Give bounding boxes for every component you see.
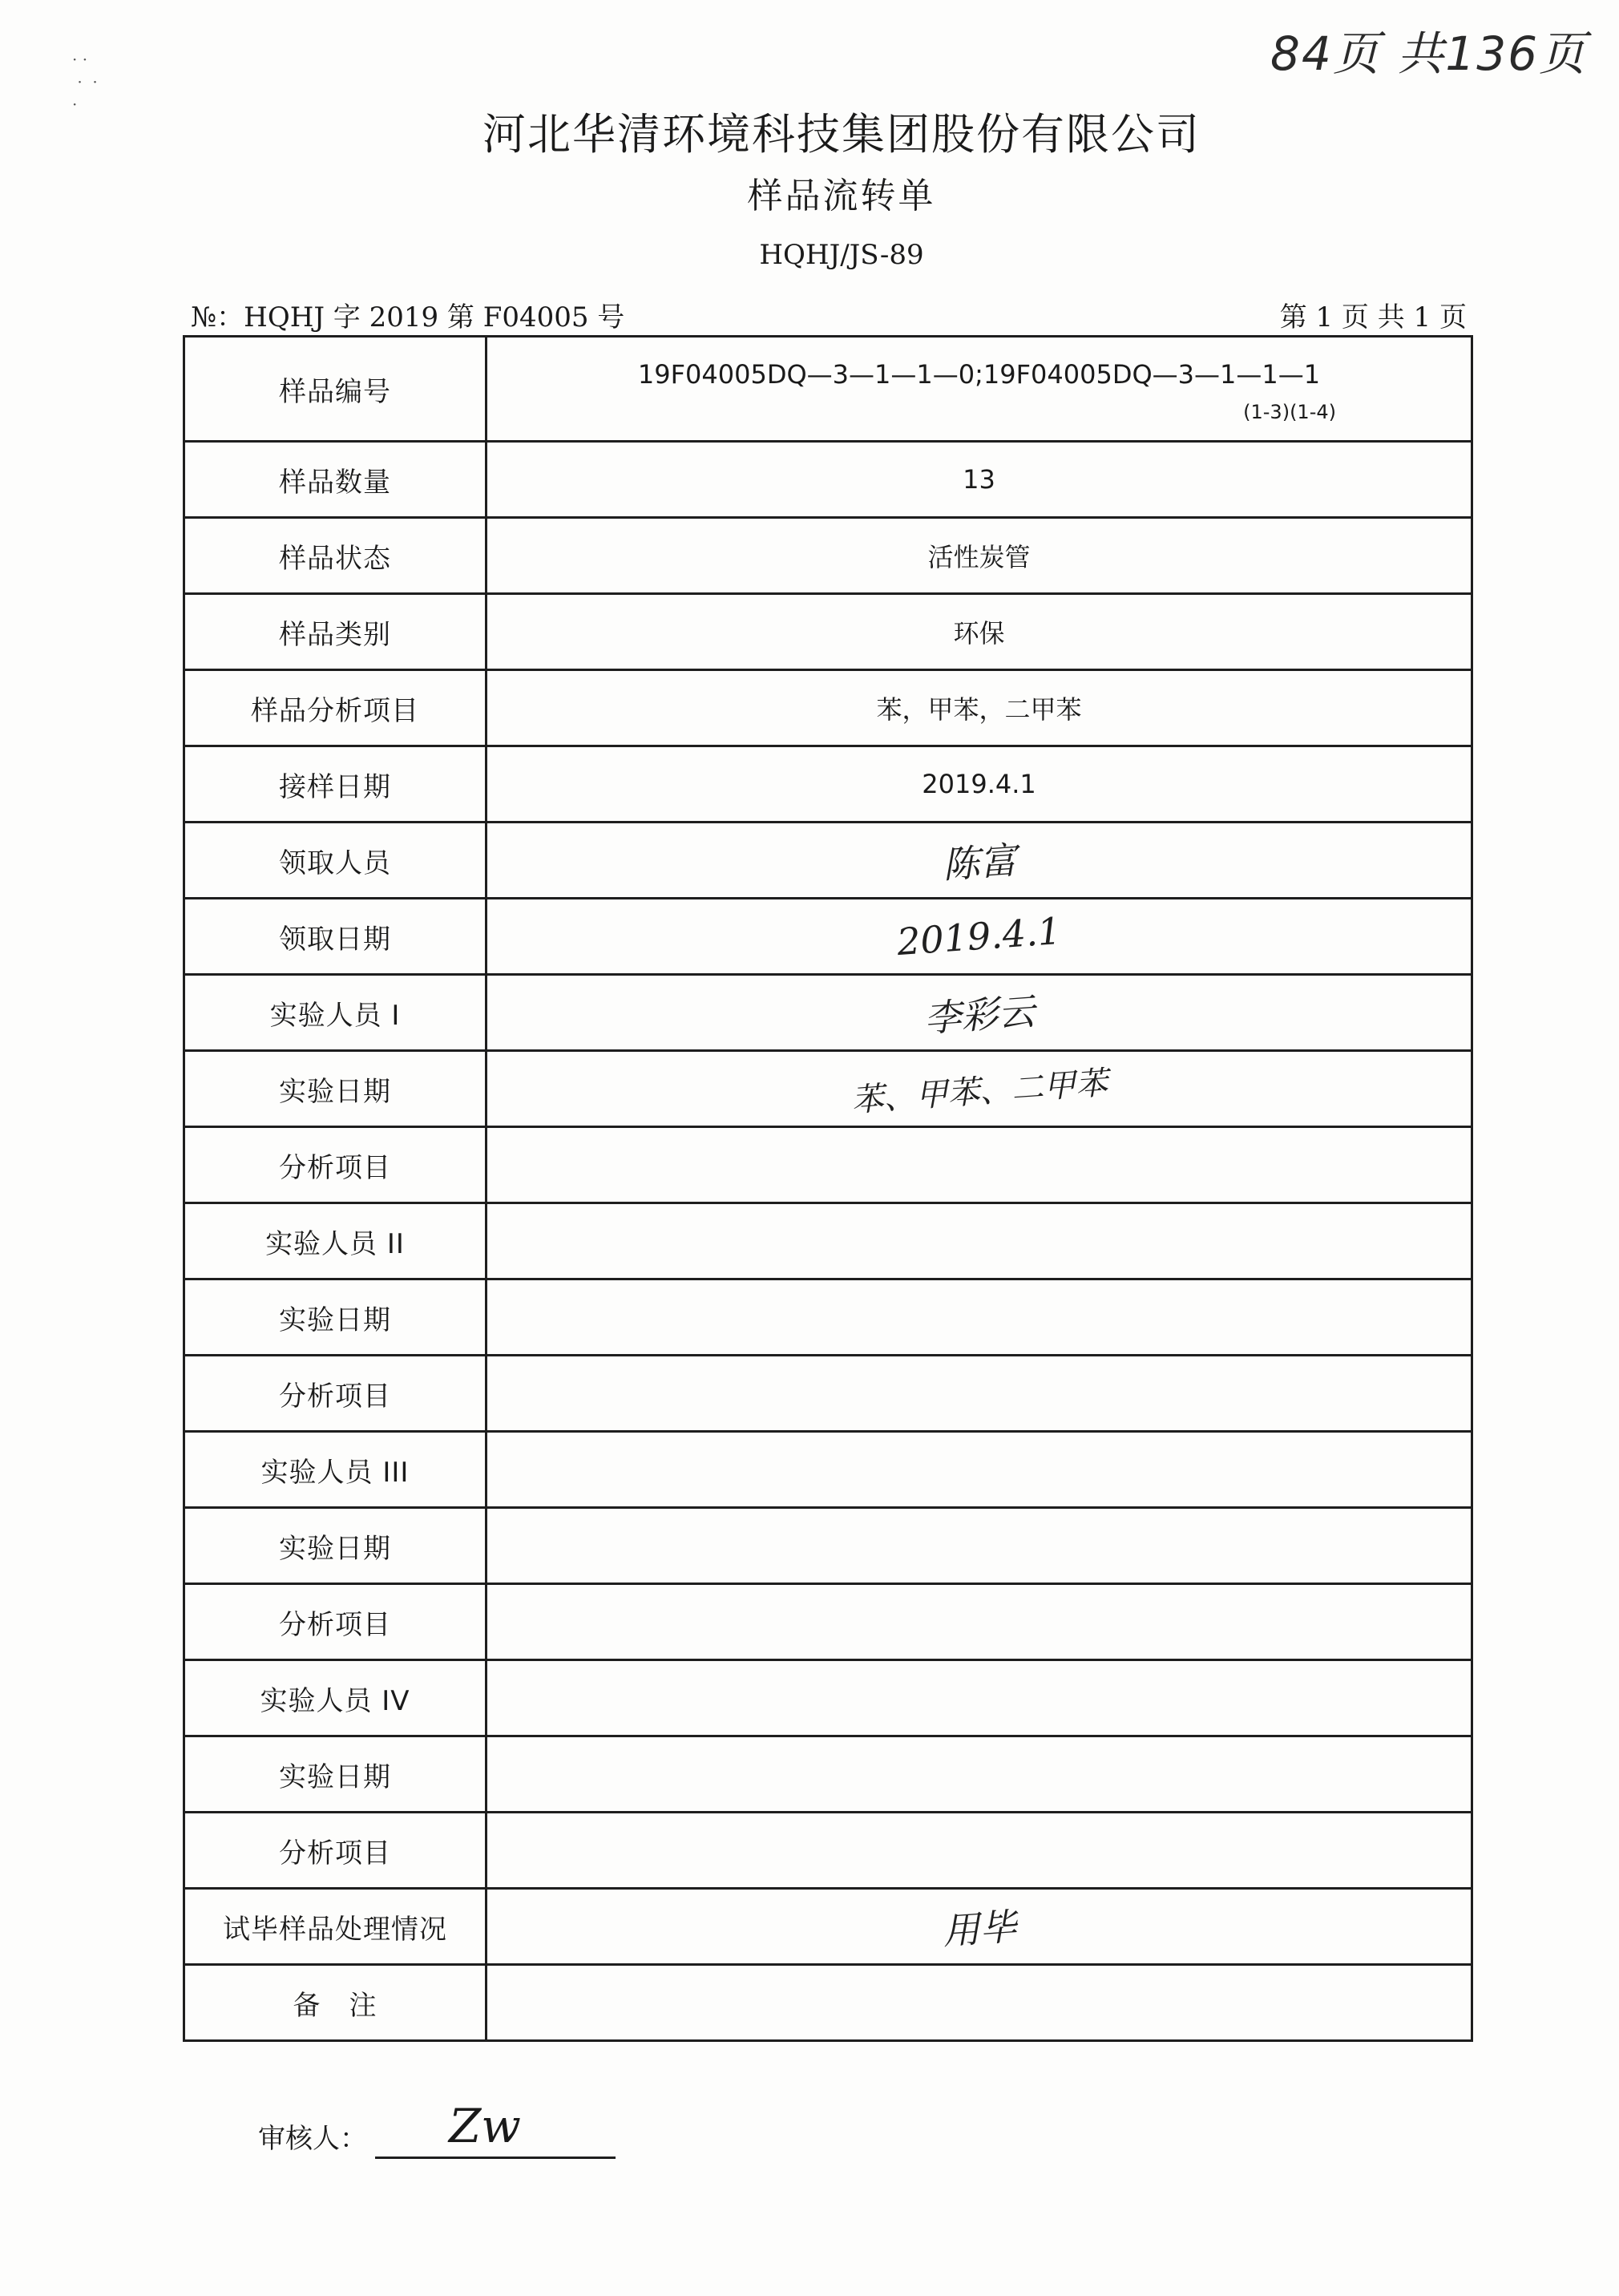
table-row <box>184 337 1472 442</box>
table-row <box>184 1356 1472 1432</box>
table-row <box>184 1127 1472 1203</box>
table-row <box>184 1051 1472 1127</box>
experimenter-1-signature: 李彩云 <box>922 989 1036 1041</box>
table-row <box>184 1432 1472 1508</box>
table-row <box>184 1965 1472 2041</box>
sample-category-value: 环保 <box>487 594 1472 670</box>
table-row <box>184 518 1472 594</box>
row-label: 接样日期 <box>184 746 487 823</box>
row-label: 样品类别 <box>184 594 487 670</box>
row-label: 分析项目 <box>184 1584 487 1660</box>
table-row <box>184 1813 1472 1889</box>
corner-page-note: 84页 共136页 <box>1270 26 1587 81</box>
row-label: 备 注 <box>184 1965 487 2041</box>
empty-value-cell <box>487 1432 1472 1508</box>
reviewer-signature: Zw <box>449 2099 521 2153</box>
table-row <box>184 975 1472 1051</box>
row-label: 分析项目 <box>184 1813 487 1889</box>
scan-specks: · · · · · <box>72 50 98 114</box>
experimenter-1-cell <box>487 975 1472 1051</box>
page-info: 第 1 页 共 1 页 <box>1279 301 1467 333</box>
table-row <box>184 594 1472 670</box>
empty-value-cell <box>487 1508 1472 1584</box>
analysis-items-value: 苯，甲苯，二甲苯 <box>487 670 1472 746</box>
empty-value-cell <box>487 1813 1472 1889</box>
table-row <box>184 1736 1472 1813</box>
row-label: 样品状态 <box>184 518 487 594</box>
disposal-handwritten: 用毕 <box>940 1904 1018 1954</box>
row-label: 样品编号 <box>184 337 487 442</box>
empty-value-cell <box>487 1356 1472 1432</box>
row-label: 领取人员 <box>184 823 487 899</box>
sample-id-cell <box>487 337 1472 442</box>
row-label: 实验日期 <box>184 1508 487 1584</box>
empty-value-cell <box>487 1279 1472 1356</box>
collector-signature: 陈富 <box>940 838 1018 887</box>
table-row <box>184 1889 1472 1965</box>
empty-value-cell <box>487 1736 1472 1813</box>
row-label: 实验人员 II <box>184 1203 487 1279</box>
company-name: 河北华清环境科技集团股份有限公司 <box>482 109 1201 160</box>
reviewer-label: 审核人： <box>258 2123 367 2155</box>
table-row <box>184 442 1472 518</box>
collector-cell <box>487 823 1472 899</box>
document-number: №：HQHJ 字 2019 第 F04005 号 <box>191 301 625 333</box>
table-row <box>184 1660 1472 1736</box>
row-label: 实验人员 III <box>184 1432 487 1508</box>
sample-count-value: 13 <box>487 442 1472 518</box>
row-label: 领取日期 <box>184 899 487 975</box>
reviewer-signature-line <box>375 2157 616 2159</box>
row-label: 实验人员 IV <box>184 1660 487 1736</box>
empty-value-cell <box>487 1203 1472 1279</box>
table-row <box>184 1279 1472 1356</box>
table-row <box>184 1203 1472 1279</box>
table-row <box>184 670 1472 746</box>
sample-transfer-table <box>183 335 1473 2042</box>
row-label: 样品数量 <box>184 442 487 518</box>
experiment-date-1-handwritten: 苯、甲苯、二甲苯 <box>850 1064 1108 1119</box>
sample-id-value: 19F04005DQ—3—1—1—0;19F04005DQ—3—1—1—1 <box>637 359 1321 390</box>
collection-date-handwritten: 2019.4.1 <box>895 908 1063 964</box>
form-title: 样品流转单 <box>747 176 936 216</box>
empty-value-cell <box>487 1127 1472 1203</box>
row-label: 实验日期 <box>184 1051 487 1127</box>
sample-state-value: 活性炭管 <box>487 518 1472 594</box>
empty-value-cell <box>487 1584 1472 1660</box>
row-label: 实验日期 <box>184 1279 487 1356</box>
empty-value-cell <box>487 1660 1472 1736</box>
row-label: 实验日期 <box>184 1736 487 1813</box>
form-code: HQHJ/JS-89 <box>759 239 924 271</box>
row-label: 分析项目 <box>184 1356 487 1432</box>
row-label: 分析项目 <box>184 1127 487 1203</box>
remarks-value <box>487 1965 1472 2041</box>
table-row <box>184 1584 1472 1660</box>
sample-id-suffix: (1-3)(1-4) <box>1243 401 1336 423</box>
row-label: 试毕样品处理情况 <box>184 1889 487 1965</box>
row-label: 样品分析项目 <box>184 670 487 746</box>
table-row <box>184 746 1472 823</box>
table-row <box>184 899 1472 975</box>
row-label: 实验人员 I <box>184 975 487 1051</box>
collection-date-cell <box>487 899 1472 975</box>
receipt-date-value: 2019.4.1 <box>487 746 1472 823</box>
table-row <box>184 823 1472 899</box>
disposal-cell <box>487 1889 1472 1965</box>
experiment-date-1-cell <box>487 1051 1472 1127</box>
table-row <box>184 1508 1472 1584</box>
